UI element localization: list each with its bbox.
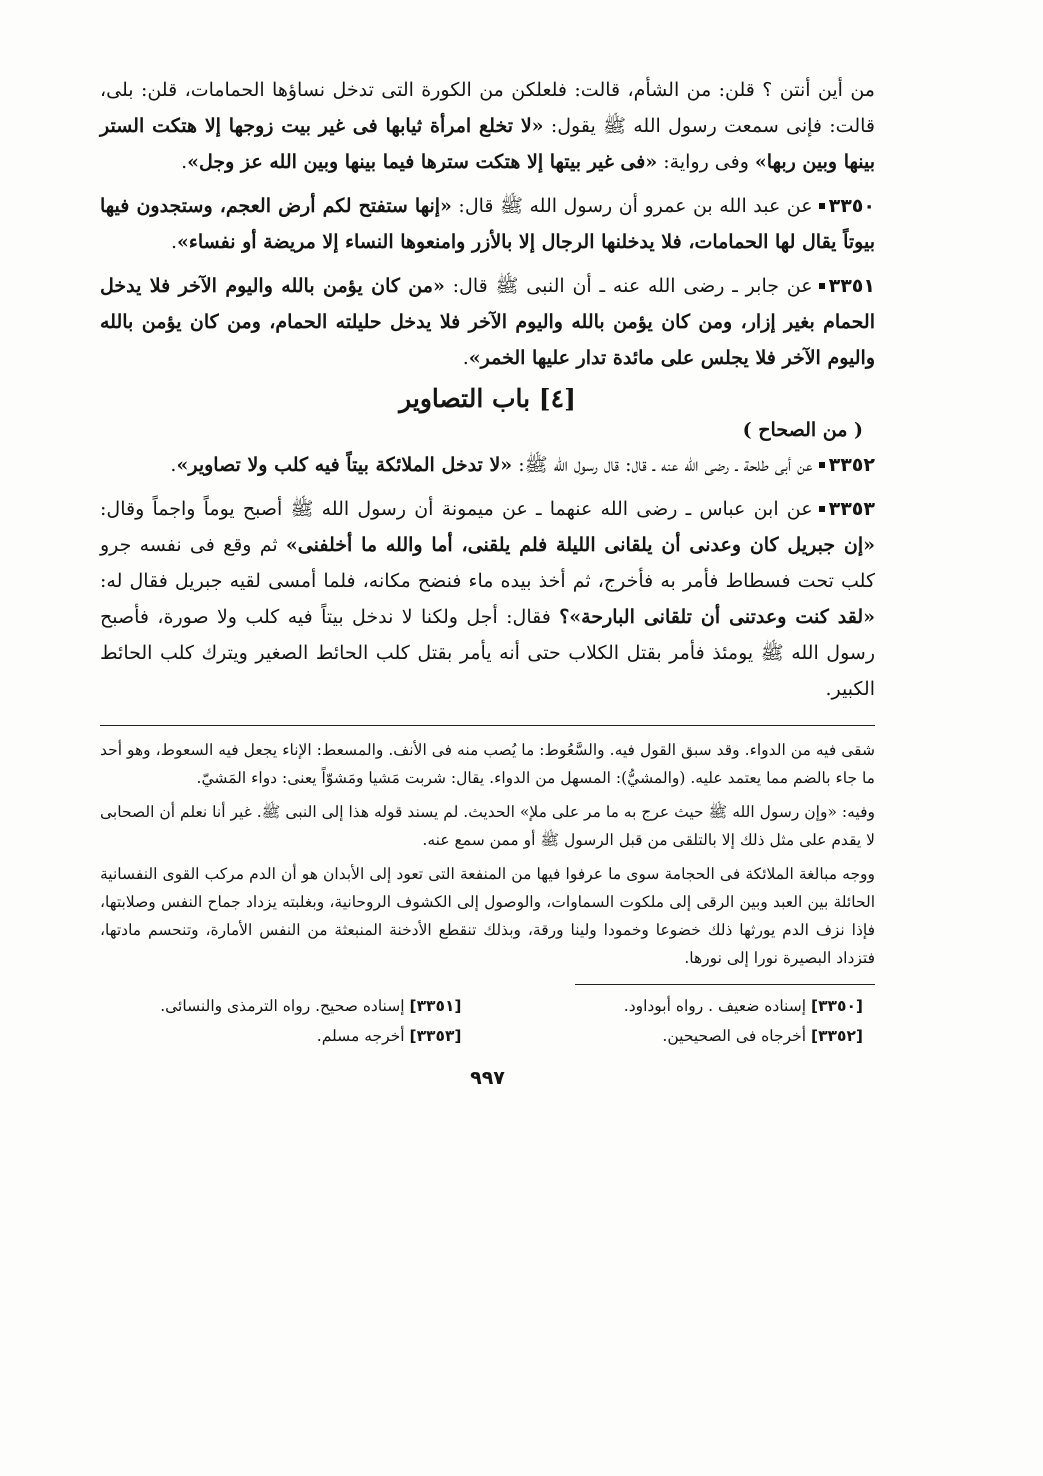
reference-number: [٣٣٥٢] (810, 1027, 863, 1045)
hadith-end: . (462, 347, 469, 369)
hadith-end: . (170, 231, 178, 253)
bullet-square-icon (819, 203, 825, 209)
hadith-3353 (100, 491, 875, 707)
reference-text: أخرجه مسلم. (316, 1027, 410, 1045)
references-divider (575, 984, 875, 985)
commentary-notes (100, 736, 875, 972)
bullet-square-icon (819, 283, 825, 289)
commentary-paragraph: شقى فيه من الدواء. وقد سبق القول فيه. والسَّعُوط: ما يُصب منه فى الأنف. والمسعط: الإناء يجعل فيه السعوط، وهو أحد ما جاء بالضم مما يعتمد عليه. (والمشيُّ): المسهل من الدواء. يقال: شربت مَشيا ومَشوّاً يعنى: دواء المَشيّ. (100, 741, 875, 787)
takhrij-references (100, 993, 863, 1049)
hadith-end: . (170, 454, 177, 476)
reference-number: [٣٣٥١] (409, 997, 462, 1015)
intro-text-2: وفى رواية: (657, 151, 755, 173)
hadith-matn: «إن جبريل كان وعدنى أن يلقانى الليلة فلم يلقنى، أما والله ما أخلفنى» (285, 534, 875, 556)
intro-paragraph (100, 72, 875, 180)
reference-item (100, 993, 462, 1019)
reference-number: [٣٣٥٣] (409, 1027, 462, 1045)
reference-item (100, 1023, 462, 1049)
hadith-isnad: عن أبى طلحة ـ رضى الله عنه ـ قال: قال رسول الله ﷺ: (512, 454, 813, 476)
commentary-paragraph: ووجه مبالغة الملائكة فى الحجامة سوى ما عرفوا فيها من المنفعة التى تعود إلى الأبدان هو أن الدم مركب القوى النفسانية الحائلة بين العبد وبين الرقى إلى ملكوت السماوات، والوصول إلى الكشوف الروحانية، وبغلبته يزداد جماح النفس وصلابتها، فإذا نزف الدم يورثها ذلك خضوعا وخمودا ولينا ورقة، وبذلك تنقطع الأدخنة المنبعثة من النفس الأمارة، وتنحسم مادتها، فتزداد البصيرة نورا إلى نورها. (100, 865, 875, 967)
hadith-isnad: عن عبد الله بن عمرو أن رسول الله ﷺ قال: (451, 195, 813, 217)
hadith-number: ٣٣٥٢ (828, 454, 875, 476)
bullet-square-icon (819, 506, 825, 512)
reference-item (502, 993, 864, 1019)
hadith-number: ٣٣٥٣ (828, 498, 875, 520)
commentary-paragraph: وفيه: «وإن رسول الله ﷺ حيث عرج به ما مر على ملإ» الحديث. لم يسند قوله هذا إلى النبى ﷺ. غير أنا نعلم أن الصحابى لا يقدم على مثل ذلك إلا بالتلقى من قبل الرسول ﷺ أو ممن سمع عنه. (100, 803, 875, 849)
intro-text: من أين أنتن ؟ قلن: من الشأم، قالت: فلعلكن من الكورة التى تدخل نساؤها الحمامات، قلن: بلى، قالت: فإنى سمعت رسول الله ﷺ يقول: (100, 79, 875, 137)
hadith-3350 (100, 188, 875, 260)
intro-riwaya: «فى غير بيتها إلا هتكت سترها فيما بينها وبين الله عز وجل» (187, 151, 658, 173)
section-subheading: ( من الصحاح ) (742, 419, 863, 441)
commentary-divider (100, 725, 875, 726)
intro-hadith: «لا تخلع امرأة ثيابها فى غير بيت زوجها إلا هتكت الستر بينها وبين ربها» (100, 115, 875, 173)
reference-number: [٣٣٥٠] (810, 997, 863, 1015)
hadith-isnad: عن ابن عباس ـ رضى الله عنهما ـ عن ميمونة أن رسول الله ﷺ أصبح يوماً واجماً وقال: (100, 498, 813, 520)
hadith-isnad: عن جابر ـ رضى الله عنه ـ أن النبى ﷺ قال: (444, 275, 813, 297)
hadith-text-2: فقال: أجل ولكنا لا ندخل بيتاً فيه كلب ولا صورة، فأصبح رسول الله ﷺ يومئذ فأمر بقتل الكلاب حتى أنه يأمر بقتل كلب الحائط الصغير ويترك كلب الحائط الكبير. (100, 606, 875, 700)
reference-item (502, 1023, 864, 1049)
hadith-matn-2: «لقد كنت وعدتنى أن تلقانى البارحة»؟ (559, 606, 875, 628)
hadith-text: ثم وقع فى نفسه جرو كلب تحت فسطاط فأمر به فأخرج، ثم أخذ بيده ماء فنضح مكانه، فلما أمسى لقيه جبريل فقال له: (100, 534, 875, 592)
hadith-matn: «من كان يؤمن بالله واليوم الآخر فلا يدخل الحمام بغير إزار، ومن كان يؤمن بالله واليوم الآخر فلا يدخل حليلته الحمام، ومن كان يؤمن بالله واليوم الآخر فلا يجلس على مائدة تدار عليها الخمر» (100, 275, 875, 369)
chapter-title: [٤] باب التصاوير (399, 384, 576, 413)
hadith-number: ٣٣٥١ (828, 275, 875, 297)
hadith-3352 (100, 447, 875, 483)
bullet-square-icon (819, 462, 825, 468)
intro-end: . (181, 151, 188, 173)
reference-text: إسناده صحيح. رواه الترمذى والنسائى. (160, 997, 410, 1015)
hadith-matn: «إنها ستفتح لكم أرض العجم، وستجدون فيها بيوتاً يقال لها الحمامات، فلا يدخلنها الرجال إلا بالأزر وامنعوها النساء إلا مريضة أو نفساء» (100, 195, 875, 253)
reference-text: إسناده ضعيف . رواه أبوداود. (623, 997, 811, 1015)
reference-text: أخرجاه فى الصحيحين. (662, 1027, 811, 1045)
hadith-matn: «لا تدخل الملائكة بيتاً فيه كلب ولا تصاوير» (176, 454, 513, 476)
hadith-3351 (100, 268, 875, 376)
page-number: ٩٩٧ (470, 1067, 505, 1089)
hadith-number: ٣٣٥٠ (828, 195, 875, 217)
